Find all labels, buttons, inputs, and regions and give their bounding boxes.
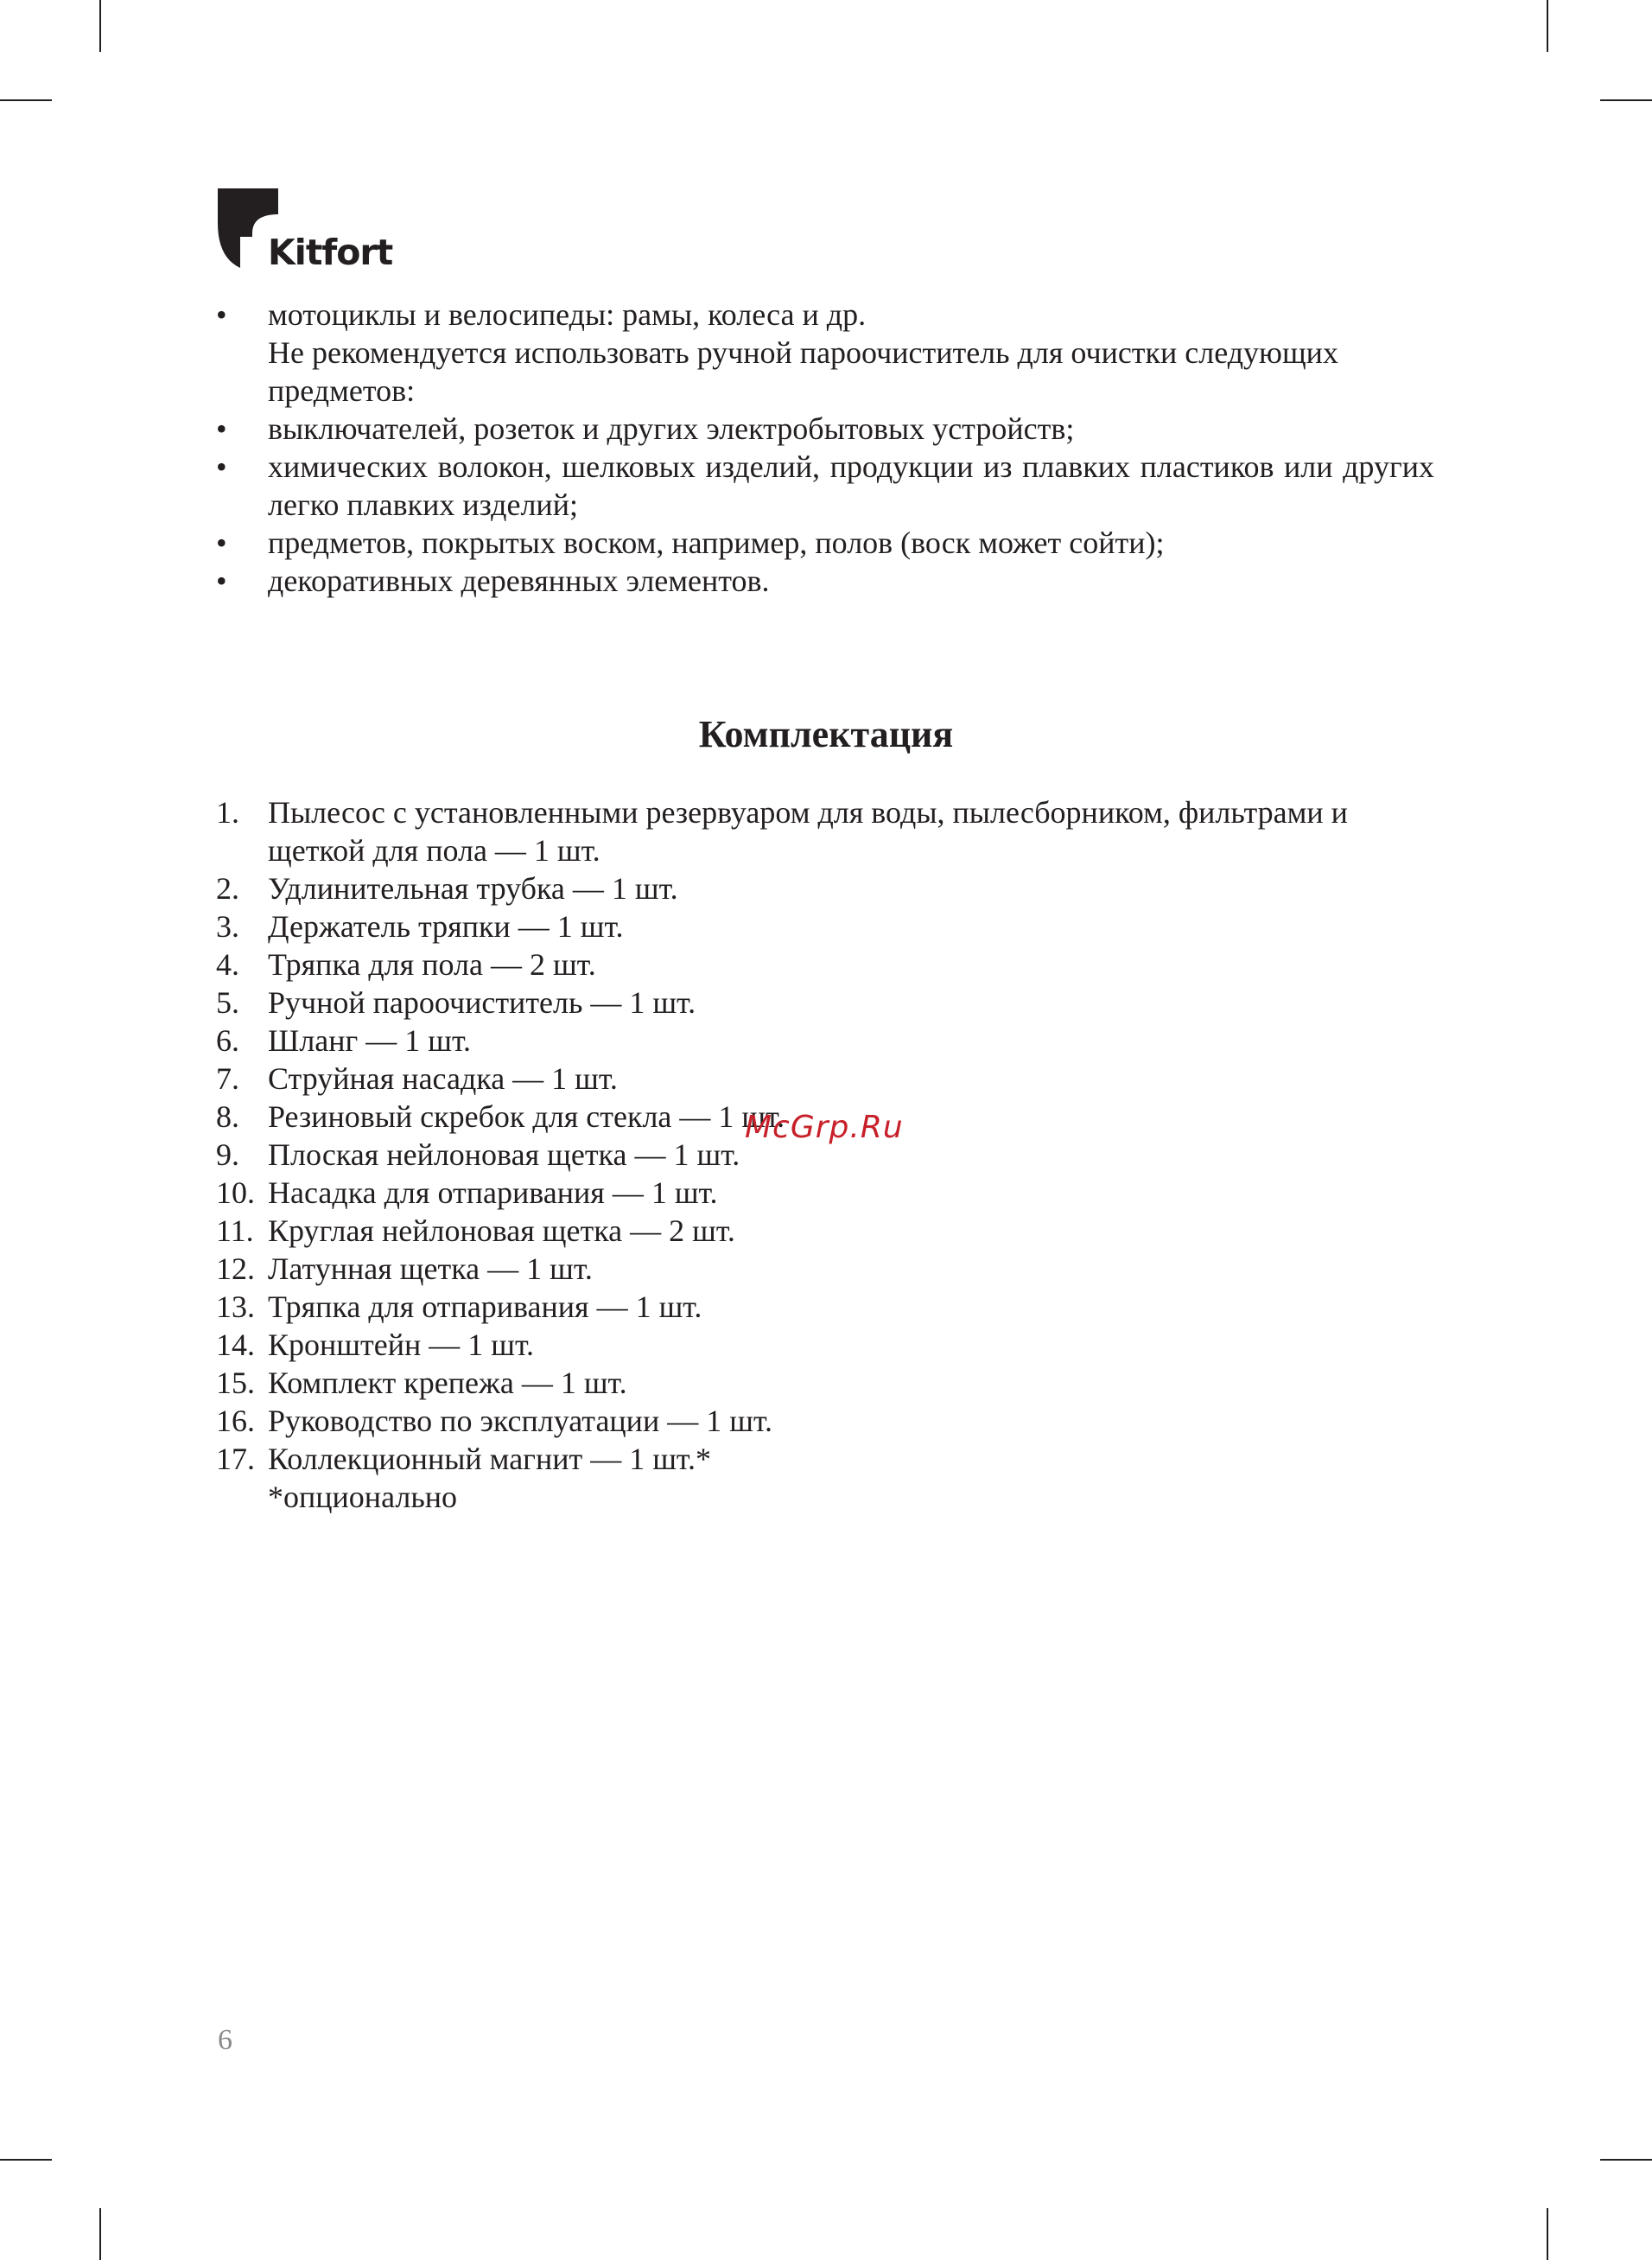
not-recommended-paragraph: Не рекомендуется использовать ручной пароочиститель для очистки следующих предметов:	[268, 335, 1338, 408]
crop-mark	[99, 2208, 101, 2260]
crop-mark	[1547, 0, 1548, 52]
kit-item-text: Пылесос с установленными резервуаром для воды, пылесборником, фильтрами и щеткой для пола — 1 шт.	[268, 795, 1348, 868]
kit-item	[216, 907, 1426, 945]
kit-item	[216, 1326, 1426, 1364]
crop-mark	[1547, 2208, 1548, 2260]
page-number: 6	[218, 2024, 232, 2056]
kit-item-text: Латунная щетка — 1 шт.	[268, 1251, 593, 1286]
kit-item-text: Держатель тряпки — 1 шт.	[268, 909, 624, 944]
kitfort-logo	[218, 188, 391, 271]
bullet-text: декоративных деревянных элементов.	[268, 563, 770, 598]
kit-item-number: 16.	[216, 1404, 255, 1438]
kit-item-number: 15.	[216, 1366, 255, 1400]
kit-item-number: 14.	[216, 1327, 255, 1362]
kit-item-number: 11.	[216, 1213, 254, 1248]
kit-item	[216, 1250, 1426, 1288]
kit-item-text: Шланг — 1 шт.	[268, 1023, 472, 1058]
bullet-marker: •	[216, 525, 227, 560]
kit-item	[216, 1440, 1426, 1478]
bullet-text: мотоциклы и велосипеды: рамы, колеса и др.	[268, 297, 867, 332]
crop-mark	[0, 99, 52, 101]
kit-item-number: 12.	[216, 1251, 255, 1286]
footnote: *опционально	[268, 1480, 458, 1514]
kit-item	[216, 945, 1426, 984]
kit-item	[216, 984, 1426, 1022]
bullet-item	[216, 524, 1434, 562]
bullet-marker: •	[216, 411, 227, 446]
kit-item-number: 6.	[216, 1023, 239, 1058]
kit-item-text: Насадка для отпаривания — 1 шт.	[268, 1175, 718, 1210]
bullet-item	[216, 562, 1434, 600]
crop-mark	[0, 2159, 52, 2161]
bullet-marker: •	[216, 449, 227, 484]
kit-item-number: 13.	[216, 1289, 255, 1324]
kit-item-text: Резиновый скребок для стекла — 1 шт.	[268, 1099, 785, 1134]
kit-item-text: Руководство по эксплуатации — 1 шт.	[268, 1404, 772, 1438]
brand-name: Kitfort	[268, 232, 393, 273]
kit-item-number: 5.	[216, 985, 239, 1020]
crop-mark	[1600, 99, 1652, 101]
section-title: Комплектация	[698, 713, 954, 755]
kit-item-number: 10.	[216, 1175, 255, 1210]
kit-item	[216, 1402, 1426, 1440]
crop-mark	[1600, 2159, 1652, 2161]
kit-item	[216, 1060, 1426, 1098]
kit-item-text: Ручной пароочиститель — 1 шт.	[268, 985, 696, 1020]
bullet-text: выключателей, розеток и других электробытовых устройств;	[268, 411, 1075, 446]
kit-item	[216, 793, 1426, 869]
kit-item	[216, 1174, 1426, 1212]
kit-item-text: Плоская нейлоновая щетка — 1 шт.	[268, 1137, 740, 1172]
crop-mark	[99, 0, 101, 52]
kit-item-text: Струйная насадка — 1 шт.	[268, 1061, 618, 1096]
kit-item-number: 7.	[216, 1061, 239, 1096]
bullet-list-not-recommended	[216, 410, 1434, 600]
kit-item-text: Тряпка для отпаривания — 1 шт.	[268, 1289, 702, 1324]
kit-item-text: Кронштейн — 1 шт.	[268, 1327, 534, 1362]
kit-item-text: Комплект крепежа — 1 шт.	[268, 1366, 627, 1400]
kit-item-number: 3.	[216, 909, 239, 944]
kit-item-number: 8.	[216, 1099, 239, 1134]
kit-item	[216, 869, 1426, 907]
kit-item-number: 17.	[216, 1442, 255, 1476]
bullet-item	[216, 410, 1434, 448]
kit-item	[216, 1022, 1426, 1060]
bullet-item	[216, 448, 1434, 524]
bullet-text: химических волокон, шелковых изделий, продукции из плавких пластиков или других легко плавких изделий;	[268, 449, 1434, 522]
bullet-text: предметов, покрытых воском, например, полов (воск может сойти);	[268, 525, 1165, 560]
kit-item	[216, 1212, 1426, 1250]
kit-item-number: 9.	[216, 1137, 239, 1172]
watermark: McGrp.Ru	[745, 1110, 904, 1145]
kit-item	[216, 1364, 1426, 1402]
kit-item-number: 4.	[216, 947, 239, 982]
bullet-marker: •	[216, 563, 227, 598]
kit-item-text: Удлинительная трубка — 1 шт.	[268, 871, 678, 906]
kit-item-number: 2.	[216, 871, 239, 906]
kit-item-number: 1.	[216, 795, 239, 830]
bullet-list-intro	[216, 296, 1434, 334]
kit-item-text: Тряпка для пола — 2 шт.	[268, 947, 596, 982]
kit-item-text: Коллекционный магнит — 1 шт.*	[268, 1442, 711, 1476]
usage-text-block	[216, 296, 1434, 600]
bullet-item	[216, 296, 1434, 334]
bullet-marker: •	[216, 297, 227, 332]
kit-item-text: Круглая нейлоновая щетка — 2 шт.	[268, 1213, 735, 1248]
kit-item	[216, 1288, 1426, 1326]
